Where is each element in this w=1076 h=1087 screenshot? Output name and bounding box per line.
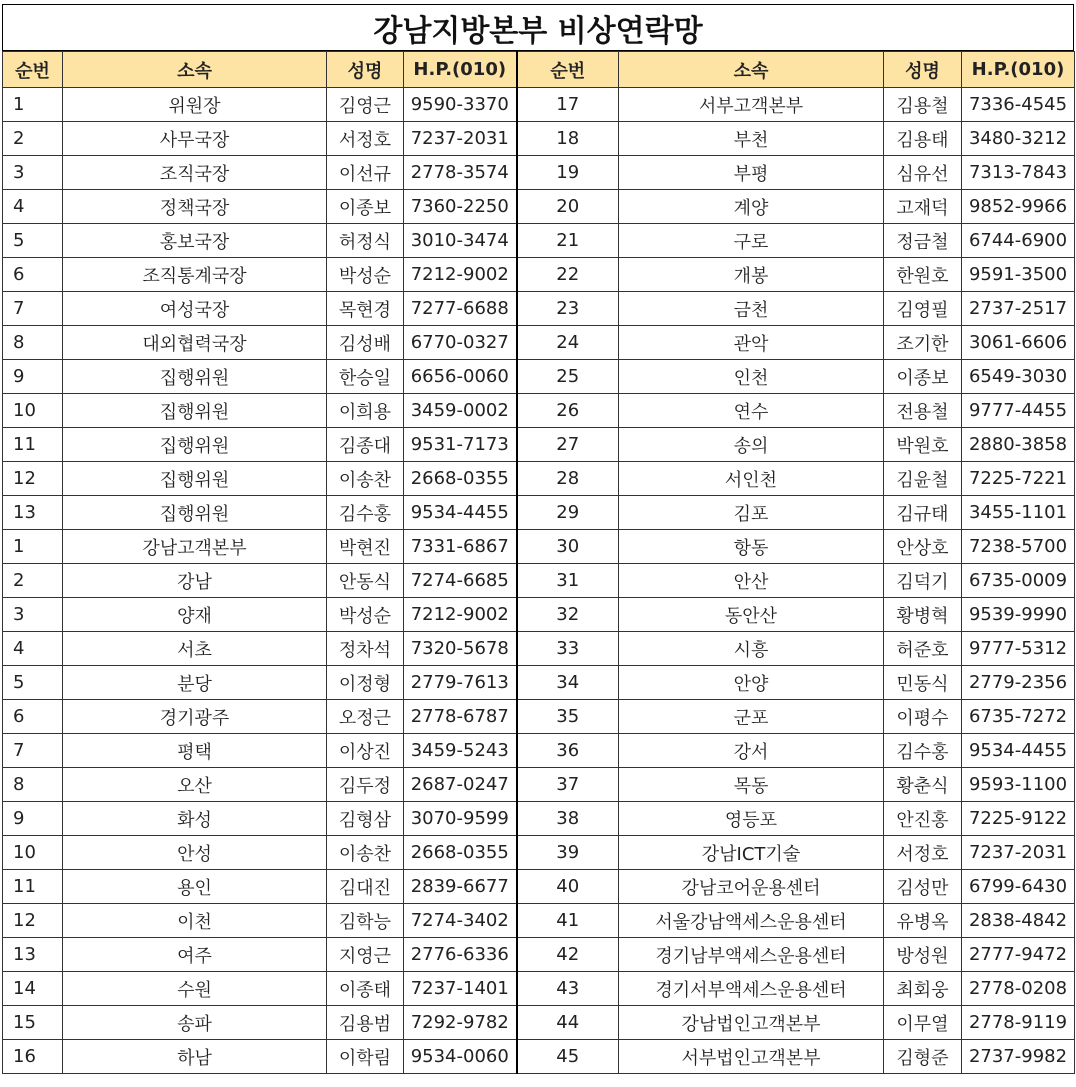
row-dept: 항동: [619, 530, 884, 564]
row-number: 22: [517, 258, 619, 292]
row-phone: 7212-9002: [404, 598, 517, 632]
row-dept: 서부법인고객본부: [619, 1040, 884, 1074]
row-phone: 7238-5700: [962, 530, 1075, 564]
row-dept: 하남: [63, 1040, 327, 1074]
table-row: [3, 836, 1075, 870]
row-name: 박성순: [327, 258, 404, 292]
row-dept: 화성: [63, 802, 327, 836]
header-no: 순번: [517, 52, 619, 88]
table-row: [3, 802, 1075, 836]
row-number: 28: [517, 462, 619, 496]
row-number: 9: [3, 360, 63, 394]
row-phone: 2778-6787: [404, 700, 517, 734]
row-name: 한승일: [327, 360, 404, 394]
table-row: [3, 190, 1075, 224]
row-name: 박현진: [327, 530, 404, 564]
row-name: 이송찬: [327, 836, 404, 870]
row-dept: 강남코어운용센터: [619, 870, 884, 904]
row-name: 황춘식: [884, 768, 962, 802]
row-number: 11: [3, 870, 63, 904]
row-dept: 홍보국장: [63, 224, 327, 258]
row-dept: 관악: [619, 326, 884, 360]
row-dept: 대외협력국장: [63, 326, 327, 360]
row-number: 3: [3, 156, 63, 190]
row-number: 2: [3, 122, 63, 156]
row-phone: 9590-3370: [404, 88, 517, 122]
row-name: 김규태: [884, 496, 962, 530]
row-name: 박원호: [884, 428, 962, 462]
row-phone: 7274-3402: [404, 904, 517, 938]
row-name: 방성원: [884, 938, 962, 972]
row-dept: 안양: [619, 666, 884, 700]
row-dept: 인천: [619, 360, 884, 394]
row-phone: 6735-7272: [962, 700, 1075, 734]
header-name: 성명: [884, 52, 962, 88]
row-name: 허준호: [884, 632, 962, 666]
row-name: 김윤철: [884, 462, 962, 496]
row-phone: 9593-1100: [962, 768, 1075, 802]
table-row: [3, 428, 1075, 462]
row-number: 18: [517, 122, 619, 156]
row-phone: 6770-0327: [404, 326, 517, 360]
row-name: 김용철: [884, 88, 962, 122]
row-name: 김영필: [884, 292, 962, 326]
row-phone: 3061-6606: [962, 326, 1075, 360]
row-name: 김학능: [327, 904, 404, 938]
row-dept: 위원장: [63, 88, 327, 122]
row-dept: 집행위원: [63, 496, 327, 530]
row-name: 김두정: [327, 768, 404, 802]
row-number: 1: [3, 530, 63, 564]
row-name: 김종대: [327, 428, 404, 462]
row-dept: 부천: [619, 122, 884, 156]
row-name: 심유선: [884, 156, 962, 190]
table-row: [3, 564, 1075, 598]
row-name: 안진홍: [884, 802, 962, 836]
row-phone: 7331-6867: [404, 530, 517, 564]
row-name: 최회웅: [884, 972, 962, 1006]
row-dept: 서울강남액세스운용센터: [619, 904, 884, 938]
row-dept: 조직통계국장: [63, 258, 327, 292]
row-phone: 6735-0009: [962, 564, 1075, 598]
row-name: 김형삼: [327, 802, 404, 836]
row-dept: 시흥: [619, 632, 884, 666]
row-dept: 송의: [619, 428, 884, 462]
row-name: 민동식: [884, 666, 962, 700]
table-row: [3, 530, 1075, 564]
row-number: 4: [3, 632, 63, 666]
contact-table: [2, 51, 1075, 1074]
row-name: 이종태: [327, 972, 404, 1006]
row-number: 7: [3, 292, 63, 326]
row-number: 25: [517, 360, 619, 394]
row-name: 이선규: [327, 156, 404, 190]
row-dept: 서초: [63, 632, 327, 666]
row-name: 이무열: [884, 1006, 962, 1040]
row-number: 5: [3, 666, 63, 700]
row-dept: 구로: [619, 224, 884, 258]
row-number: 34: [517, 666, 619, 700]
row-name: 서정호: [884, 836, 962, 870]
row-dept: 경기남부액세스운용센터: [619, 938, 884, 972]
row-name: 서정호: [327, 122, 404, 156]
row-number: 26: [517, 394, 619, 428]
row-name: 김형준: [884, 1040, 962, 1074]
header-hp: H.P.(010): [962, 52, 1075, 88]
row-number: 10: [3, 836, 63, 870]
row-number: 6: [3, 700, 63, 734]
row-dept: 여성국장: [63, 292, 327, 326]
row-phone: 9777-5312: [962, 632, 1075, 666]
row-phone: 2880-3858: [962, 428, 1075, 462]
table-row: [3, 156, 1075, 190]
row-phone: 7237-2031: [404, 122, 517, 156]
table-row: [3, 768, 1075, 802]
table-row: [3, 122, 1075, 156]
row-number: 7: [3, 734, 63, 768]
row-name: 김덕기: [884, 564, 962, 598]
row-phone: 3010-3474: [404, 224, 517, 258]
row-name: 유병옥: [884, 904, 962, 938]
row-phone: 2668-0355: [404, 462, 517, 496]
row-phone: 2737-2517: [962, 292, 1075, 326]
row-phone: 7320-5678: [404, 632, 517, 666]
row-dept: 강남: [63, 564, 327, 598]
row-number: 29: [517, 496, 619, 530]
sheet-title: 강남지방본부 비상연락망: [2, 4, 1074, 51]
table-row: [3, 360, 1075, 394]
row-name: 이학림: [327, 1040, 404, 1074]
row-dept: 오산: [63, 768, 327, 802]
row-dept: 이천: [63, 904, 327, 938]
row-phone: 7336-4545: [962, 88, 1075, 122]
row-number: 12: [3, 462, 63, 496]
row-name: 이희용: [327, 394, 404, 428]
row-dept: 군포: [619, 700, 884, 734]
row-phone: 7360-2250: [404, 190, 517, 224]
table-row: [3, 326, 1075, 360]
row-dept: 연수: [619, 394, 884, 428]
row-dept: 강남고객본부: [63, 530, 327, 564]
row-dept: 강남ICT기술: [619, 836, 884, 870]
row-dept: 계양: [619, 190, 884, 224]
row-phone: 7225-7221: [962, 462, 1075, 496]
row-phone: 9534-0060: [404, 1040, 517, 1074]
row-phone: 3459-5243: [404, 734, 517, 768]
row-dept: 평택: [63, 734, 327, 768]
row-phone: 9591-3500: [962, 258, 1075, 292]
row-number: 31: [517, 564, 619, 598]
row-name: 이종보: [884, 360, 962, 394]
row-number: 6: [3, 258, 63, 292]
row-dept: 분당: [63, 666, 327, 700]
row-dept: 양재: [63, 598, 327, 632]
row-phone: 2687-0247: [404, 768, 517, 802]
table-row: [3, 632, 1075, 666]
row-name: 김영근: [327, 88, 404, 122]
row-phone: 3459-0002: [404, 394, 517, 428]
row-number: 45: [517, 1040, 619, 1074]
row-dept: 사무국장: [63, 122, 327, 156]
table-row: [3, 972, 1075, 1006]
row-dept: 동안산: [619, 598, 884, 632]
row-phone: 2839-6677: [404, 870, 517, 904]
row-number: 27: [517, 428, 619, 462]
row-name: 황병혁: [884, 598, 962, 632]
row-phone: 2778-9119: [962, 1006, 1075, 1040]
row-number: 1: [3, 88, 63, 122]
row-number: 8: [3, 768, 63, 802]
row-number: 43: [517, 972, 619, 1006]
row-number: 10: [3, 394, 63, 428]
row-name: 김대진: [327, 870, 404, 904]
row-number: 44: [517, 1006, 619, 1040]
row-dept: 서부고객본부: [619, 88, 884, 122]
row-number: 23: [517, 292, 619, 326]
row-phone: 7212-9002: [404, 258, 517, 292]
row-number: 21: [517, 224, 619, 258]
row-name: 오정근: [327, 700, 404, 734]
header-dept: 소속: [63, 52, 327, 88]
row-number: 41: [517, 904, 619, 938]
table-row: [3, 1040, 1075, 1074]
header-dept: 소속: [619, 52, 884, 88]
row-phone: 2778-0208: [962, 972, 1075, 1006]
row-dept: 개봉: [619, 258, 884, 292]
row-name: 안동식: [327, 564, 404, 598]
row-number: 13: [3, 496, 63, 530]
row-number: 39: [517, 836, 619, 870]
table-row: [3, 904, 1075, 938]
row-dept: 안성: [63, 836, 327, 870]
table-row: [3, 700, 1075, 734]
table-row: [3, 598, 1075, 632]
table-row: [3, 258, 1075, 292]
row-phone: 9777-4455: [962, 394, 1075, 428]
row-number: 2: [3, 564, 63, 598]
row-phone: 7292-9782: [404, 1006, 517, 1040]
row-dept: 강남법인고객본부: [619, 1006, 884, 1040]
header-name: 성명: [327, 52, 404, 88]
row-number: 12: [3, 904, 63, 938]
row-number: 9: [3, 802, 63, 836]
row-number: 42: [517, 938, 619, 972]
row-dept: 조직국장: [63, 156, 327, 190]
table-row: [3, 394, 1075, 428]
table-row: [3, 666, 1075, 700]
row-phone: 7237-2031: [962, 836, 1075, 870]
row-number: 8: [3, 326, 63, 360]
table-row: [3, 938, 1075, 972]
row-dept: 경기광주: [63, 700, 327, 734]
row-dept: 금천: [619, 292, 884, 326]
table-row: [3, 496, 1075, 530]
row-phone: 9534-4455: [962, 734, 1075, 768]
row-name: 이송찬: [327, 462, 404, 496]
row-phone: 6744-6900: [962, 224, 1075, 258]
row-phone: 9531-7173: [404, 428, 517, 462]
row-number: 16: [3, 1040, 63, 1074]
row-name: 전용철: [884, 394, 962, 428]
row-phone: 7237-1401: [404, 972, 517, 1006]
row-phone: 2778-3574: [404, 156, 517, 190]
table-row: [3, 224, 1075, 258]
row-dept: 안산: [619, 564, 884, 598]
row-dept: 정책국장: [63, 190, 327, 224]
row-number: 14: [3, 972, 63, 1006]
row-dept: 집행위원: [63, 428, 327, 462]
table-row: [3, 88, 1075, 122]
row-phone: 3455-1101: [962, 496, 1075, 530]
row-phone: 2838-4842: [962, 904, 1075, 938]
row-phone: 7277-6688: [404, 292, 517, 326]
row-phone: 3070-9599: [404, 802, 517, 836]
row-number: 15: [3, 1006, 63, 1040]
row-phone: 7225-9122: [962, 802, 1075, 836]
row-number: 32: [517, 598, 619, 632]
row-dept: 강서: [619, 734, 884, 768]
row-dept: 집행위원: [63, 394, 327, 428]
row-phone: 2779-7613: [404, 666, 517, 700]
row-name: 지영근: [327, 938, 404, 972]
row-phone: 9534-4455: [404, 496, 517, 530]
row-name: 안상호: [884, 530, 962, 564]
header-no: 순번: [3, 52, 63, 88]
row-name: 이종보: [327, 190, 404, 224]
table-row: [3, 1006, 1075, 1040]
row-number: 38: [517, 802, 619, 836]
row-name: 정금철: [884, 224, 962, 258]
row-name: 한원호: [884, 258, 962, 292]
row-dept: 영등포: [619, 802, 884, 836]
row-dept: 김포: [619, 496, 884, 530]
row-name: 김용태: [884, 122, 962, 156]
header-hp: H.P.(010): [404, 52, 517, 88]
row-phone: 2737-9982: [962, 1040, 1075, 1074]
row-phone: 3480-3212: [962, 122, 1075, 156]
table-row: [3, 462, 1075, 496]
row-phone: 2779-2356: [962, 666, 1075, 700]
row-name: 김성만: [884, 870, 962, 904]
row-number: 4: [3, 190, 63, 224]
row-name: 이평수: [884, 700, 962, 734]
row-dept: 경기서부액세스운용센터: [619, 972, 884, 1006]
row-dept: 집행위원: [63, 462, 327, 496]
row-phone: 7313-7843: [962, 156, 1075, 190]
row-number: 19: [517, 156, 619, 190]
header-row: [3, 52, 1075, 88]
row-dept: 용인: [63, 870, 327, 904]
row-number: 37: [517, 768, 619, 802]
row-number: 24: [517, 326, 619, 360]
row-name: 정차석: [327, 632, 404, 666]
row-number: 13: [3, 938, 63, 972]
row-number: 30: [517, 530, 619, 564]
row-phone: 9852-9966: [962, 190, 1075, 224]
row-dept: 서인천: [619, 462, 884, 496]
row-number: 35: [517, 700, 619, 734]
row-dept: 집행위원: [63, 360, 327, 394]
row-dept: 수원: [63, 972, 327, 1006]
row-phone: 2776-6336: [404, 938, 517, 972]
row-name: 허정식: [327, 224, 404, 258]
row-number: 36: [517, 734, 619, 768]
row-name: 박성순: [327, 598, 404, 632]
row-phone: 2668-0355: [404, 836, 517, 870]
row-number: 17: [517, 88, 619, 122]
row-number: 5: [3, 224, 63, 258]
row-number: 11: [3, 428, 63, 462]
row-name: 김용범: [327, 1006, 404, 1040]
row-phone: 6799-6430: [962, 870, 1075, 904]
row-dept: 여주: [63, 938, 327, 972]
table-row: [3, 734, 1075, 768]
row-name: 목현경: [327, 292, 404, 326]
row-number: 20: [517, 190, 619, 224]
row-name: 조기한: [884, 326, 962, 360]
table-row: [3, 292, 1075, 326]
row-dept: 목동: [619, 768, 884, 802]
table-row: [3, 870, 1075, 904]
row-dept: 송파: [63, 1006, 327, 1040]
row-name: 김성배: [327, 326, 404, 360]
row-number: 40: [517, 870, 619, 904]
row-dept: 부평: [619, 156, 884, 190]
row-phone: 6656-0060: [404, 360, 517, 394]
row-name: 이정형: [327, 666, 404, 700]
row-number: 33: [517, 632, 619, 666]
row-name: 김수홍: [884, 734, 962, 768]
row-name: 김수홍: [327, 496, 404, 530]
row-name: 이상진: [327, 734, 404, 768]
row-number: 3: [3, 598, 63, 632]
row-name: 고재덕: [884, 190, 962, 224]
row-phone: 7274-6685: [404, 564, 517, 598]
row-phone: 2777-9472: [962, 938, 1075, 972]
row-phone: 9539-9990: [962, 598, 1075, 632]
row-phone: 6549-3030: [962, 360, 1075, 394]
